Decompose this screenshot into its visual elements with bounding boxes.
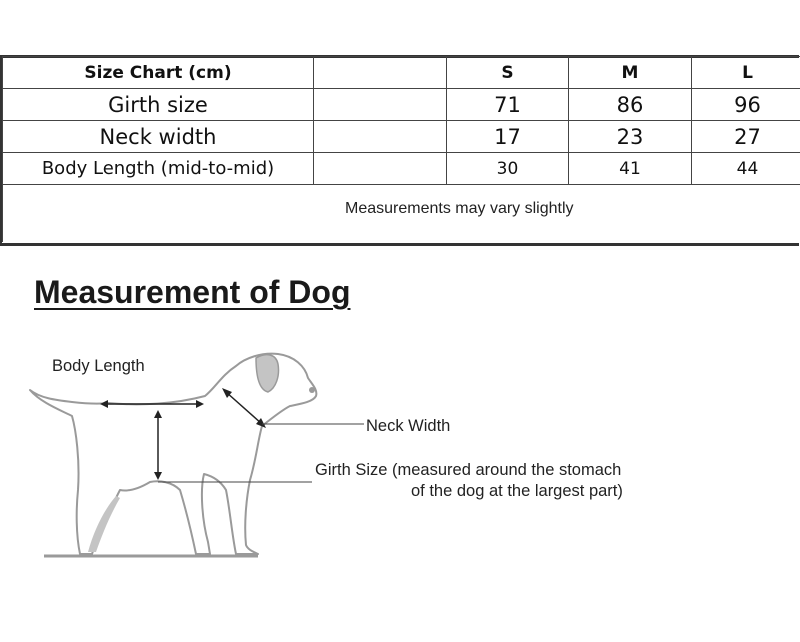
measurement-note: Measurements may vary slightly <box>345 200 574 217</box>
row-label-body-length: Body Length (mid-to-mid) <box>3 153 314 185</box>
table-header-size-s: S <box>447 57 569 89</box>
girth-size-label-continued: of the dog at the largest part) <box>411 482 623 500</box>
girth-s-value: 71 <box>447 89 569 121</box>
table-header-size-m: M <box>569 57 692 89</box>
row-label-girth: Girth size <box>3 89 314 121</box>
table-cell-blank <box>314 121 447 153</box>
girth-size-label: Girth Size (measured around the stomach <box>315 461 622 479</box>
dog-nose <box>309 387 315 393</box>
table-header-row <box>3 57 800 89</box>
body-length-l-value: 44 <box>692 153 800 185</box>
section-title: Measurement of Dog <box>34 274 351 310</box>
table-row <box>3 89 800 121</box>
body-length-label: Body Length <box>52 357 145 375</box>
neck-m-value: 23 <box>569 121 692 153</box>
girth-m-value: 86 <box>569 89 692 121</box>
table-header-title: Size Chart (cm) <box>3 57 314 89</box>
neck-width-label: Neck Width <box>366 417 451 435</box>
table-header-blank <box>314 57 447 89</box>
body-length-s-value: 30 <box>447 153 569 185</box>
table-row <box>3 121 800 153</box>
table-cell-blank <box>314 89 447 121</box>
table-row <box>3 153 800 185</box>
girth-l-value: 96 <box>692 89 800 121</box>
table-cell-blank <box>314 153 447 185</box>
body-length-m-value: 41 <box>569 153 692 185</box>
row-label-neck: Neck width <box>3 121 314 153</box>
table-header-size-l: L <box>692 57 800 89</box>
neck-l-value: 27 <box>692 121 800 153</box>
neck-s-value: 17 <box>447 121 569 153</box>
